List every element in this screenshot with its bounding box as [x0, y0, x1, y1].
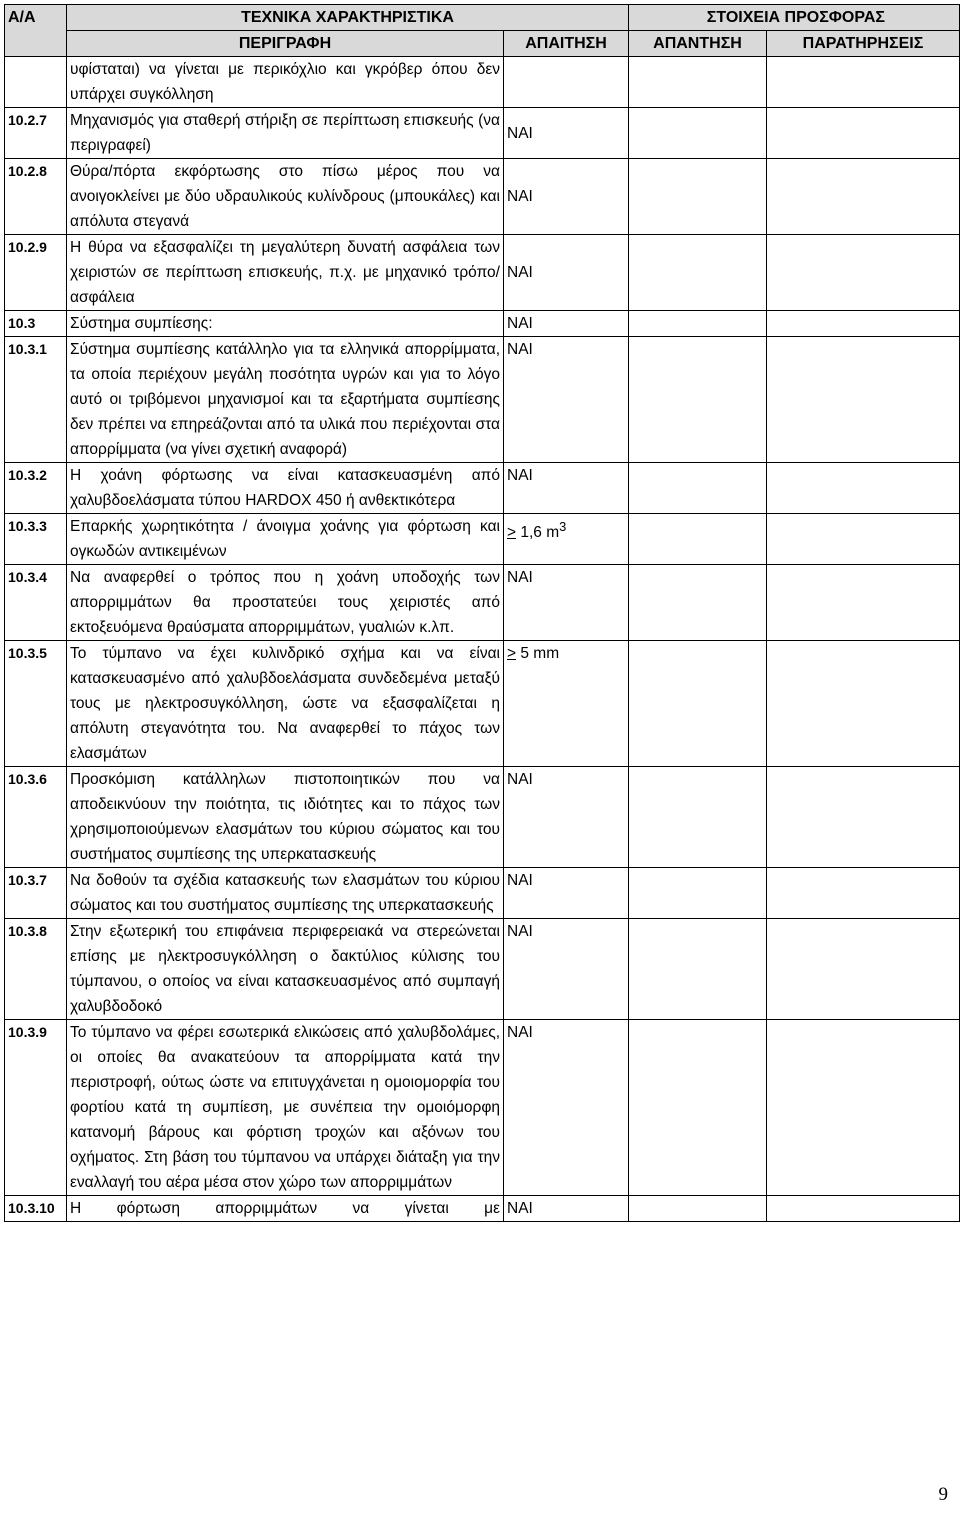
row-description: Σύστημα συμπίεσης: [67, 311, 504, 337]
row-description: Η χοάνη φόρτωσης να είναι κατασκευασμένη από χαλυβδοελάσματα τύπου HARDOX 450 ή ανθεκτικότερα [67, 463, 504, 514]
row-remarks[interactable] [767, 337, 960, 463]
row-answer[interactable] [629, 641, 767, 767]
header-answer: ΑΠΑΝΤΗΣΗ [629, 31, 767, 57]
table-row [5, 565, 960, 641]
row-number: 10.3.3 [5, 514, 67, 565]
header-description: ΠΕΡΙΓΡΑΦΗ [67, 31, 504, 57]
row-answer[interactable] [629, 767, 767, 868]
table-row [5, 919, 960, 1020]
row-description: Να αναφερθεί ο τρόπος που η χοάνη υποδοχής των απορριμμάτων θα προστατεύει τους χειριστές από εκτοξευόμενα θραύσματα απορριμμάτων, γυαλιών κ.λπ. [67, 565, 504, 641]
row-description: Μηχανισμός για σταθερή στήριξη σε περίπτωση επισκευής (να περιγραφεί) [67, 108, 504, 159]
row-remarks[interactable] [767, 919, 960, 1020]
row-description: Το τύμπανο να έχει κυλινδρικό σχήμα και να είναι κατασκευασμένο από χαλυβδοελάσματα συνδεδεμένα μεταξύ τους με ηλεκτροσυγκόλληση, ώστε να εξασφαλίζεται η απόλυτη στεγανότητα του. Να αναφερθεί το πάχος των ελασμάτων [67, 641, 504, 767]
header-tech-specs: ΤΕΧΝΙΚΑ ΧΑΡΑΚΤΗΡΙΣΤΙΚΑ [67, 5, 629, 31]
row-requirement: ΝΑΙ [504, 767, 629, 868]
table-row [5, 337, 960, 463]
row-requirement: ΝΑΙ [504, 235, 629, 311]
page-number: 9 [938, 1484, 948, 1505]
row-answer[interactable] [629, 235, 767, 311]
row-requirement: ΝΑΙ [504, 337, 629, 463]
row-number: 10.2.8 [5, 159, 67, 235]
row-requirement: ΝΑΙ [504, 159, 629, 235]
row-answer[interactable] [629, 919, 767, 1020]
table-row [5, 311, 960, 337]
table-row [5, 641, 960, 767]
table-row [5, 57, 960, 108]
row-requirement: ΝΑΙ [504, 108, 629, 159]
row-description: Στην εξωτερική του επιφάνεια περιφερειακά να στερεώνεται επίσης με ηλεκτροσυγκόλληση ο δακτύλιος κύλισης του τύμπανου, ο οποίος να είναι κατασκευασμένος από συμπαγή χαλυβδοδοκό [67, 919, 504, 1020]
row-description: Η θύρα να εξασφαλίζει τη μεγαλύτερη δυνατή ασφάλεια των χειριστών σε περίπτωση επισκευής, π.χ. με μηχανικό τρόπο/ασφάλεια [67, 235, 504, 311]
row-remarks[interactable] [767, 463, 960, 514]
row-description: Σύστημα συμπίεσης κατάλληλο για τα ελληνικά απορρίμματα, τα οποία περιέχουν μεγάλη ποσότητα υγρών και για το λόγο αυτό οι τριβόμενοι μηχανισμοί και τα εξαρτήματα συμπίεσης δεν πρέπει να επηρεάζονται από τα υλικά που περιέχονται στα απορρίμματα (να γίνει σχετική αναφορά) [67, 337, 504, 463]
header-aa: Α/Α [5, 5, 67, 57]
table-row [5, 159, 960, 235]
row-answer[interactable] [629, 159, 767, 235]
table-body [5, 57, 960, 1222]
greater-equal-sign: > [507, 524, 517, 542]
row-number: 10.3.8 [5, 919, 67, 1020]
row-remarks[interactable] [767, 641, 960, 767]
row-number: 10.3.7 [5, 868, 67, 919]
row-description: Το τύμπανο να φέρει εσωτερικά ελικώσεις από χαλυβδολάμες, οι οποίες θα ανακατεύουν τα απορρίμματα κατά την περιστροφή, ούτως ώστε να επιτυγχάνεται η ομοιομορφία του φορτίου κατά τη συμπίεση, με συνέπεια την ομοιόμορφη κατανομή βάρους και φόρτιση τροχών και αξόνων του οχήματος. Στη βάση του τύμπανου να υπάρχει διάταξη για την εναλλαγή του αέρα μέσα στον χώρο των απορριμμάτων [67, 1020, 504, 1196]
row-answer[interactable] [629, 57, 767, 108]
header-offer-data: ΣΤΟΙΧΕΙΑ ΠΡΟΣΦΟΡΑΣ [629, 5, 960, 31]
row-description: Επαρκής χωρητικότητα / άνοιγμα χοάνης για φόρτωση και ογκωδών αντικειμένων [67, 514, 504, 565]
row-answer[interactable] [629, 108, 767, 159]
row-number: 10.2.9 [5, 235, 67, 311]
header-requirement: ΑΠΑΙΤΗΣΗ [504, 31, 629, 57]
row-answer[interactable] [629, 311, 767, 337]
row-answer[interactable] [629, 565, 767, 641]
row-answer[interactable] [629, 337, 767, 463]
requirement-value: 1,6 m [516, 524, 560, 542]
table-row [5, 235, 960, 311]
row-remarks[interactable] [767, 235, 960, 311]
row-number: 10.3.10 [5, 1196, 67, 1222]
row-requirement [504, 641, 629, 767]
header-row-top [5, 5, 960, 31]
table-row [5, 514, 960, 565]
superscript: 3 [559, 519, 567, 534]
row-requirement: ΝΑΙ [504, 1196, 629, 1222]
row-number: 10.2.7 [5, 108, 67, 159]
row-number: 10.3.2 [5, 463, 67, 514]
row-description: Η φόρτωση απορριμμάτων να γίνεται με [67, 1196, 504, 1222]
table-row [5, 108, 960, 159]
row-remarks[interactable] [767, 514, 960, 565]
row-requirement: ΝΑΙ [504, 311, 629, 337]
row-remarks[interactable] [767, 565, 960, 641]
row-remarks[interactable] [767, 767, 960, 868]
row-requirement: ΝΑΙ [504, 463, 629, 514]
header-remarks: ΠΑΡΑΤΗΡΗΣΕΙΣ [767, 31, 960, 57]
row-description: Να δοθούν τα σχέδια κατασκευής των ελασμάτων του κύριου σώματος και του συστήματος συμπίεσης της υπερκατασκευής [67, 868, 504, 919]
row-number: 10.3.5 [5, 641, 67, 767]
row-requirement: ΝΑΙ [504, 919, 629, 1020]
row-requirement: ΝΑΙ [504, 868, 629, 919]
table-row [5, 463, 960, 514]
row-remarks[interactable] [767, 57, 960, 108]
row-requirement [504, 57, 629, 108]
row-answer[interactable] [629, 1020, 767, 1196]
row-number: 10.3.1 [5, 337, 67, 463]
row-number [5, 57, 67, 108]
table-row [5, 1020, 960, 1196]
row-requirement [504, 514, 629, 565]
row-number: 10.3 [5, 311, 67, 337]
row-description: Προσκόμιση κατάλληλων πιστοποιητικών που να αποδεικνύουν την ποιότητα, τις ιδιότητες και το πάχος των χρησιμοποιούμενων ελασμάτων του κύριου σώματος και του συστήματος συμπίεσης της υπερκατασκευής [67, 767, 504, 868]
row-answer[interactable] [629, 868, 767, 919]
row-remarks[interactable] [767, 1020, 960, 1196]
table-header [5, 5, 960, 57]
row-answer[interactable] [629, 463, 767, 514]
row-description: Θύρα/πόρτα εκφόρτωσης στο πίσω μέρος που να ανοιγοκλείνει με δύο υδραυλικούς κυλίνδρους (μπουκάλες) και απόλυτα στεγανά [67, 159, 504, 235]
row-description: υφίσταται) να γίνεται με περικόχλιο και γκρόβερ όπου δεν υπάρχει συγκόλληση [67, 57, 504, 108]
header-row-bottom [5, 31, 960, 57]
row-requirement: ΝΑΙ [504, 565, 629, 641]
row-remarks[interactable] [767, 1196, 960, 1222]
requirement-value: 5 mm [516, 645, 560, 662]
row-remarks[interactable] [767, 108, 960, 159]
table-row [5, 1196, 960, 1222]
specifications-table [4, 4, 960, 1222]
table-row [5, 868, 960, 919]
row-remarks[interactable] [767, 868, 960, 919]
row-number: 10.3.6 [5, 767, 67, 868]
row-number: 10.3.9 [5, 1020, 67, 1196]
table-row [5, 767, 960, 868]
row-answer[interactable] [629, 514, 767, 565]
greater-equal-sign: > [507, 645, 517, 662]
row-answer[interactable] [629, 1196, 767, 1222]
row-remarks[interactable] [767, 159, 960, 235]
row-requirement: ΝΑΙ [504, 1020, 629, 1196]
row-number: 10.3.4 [5, 565, 67, 641]
row-remarks[interactable] [767, 311, 960, 337]
